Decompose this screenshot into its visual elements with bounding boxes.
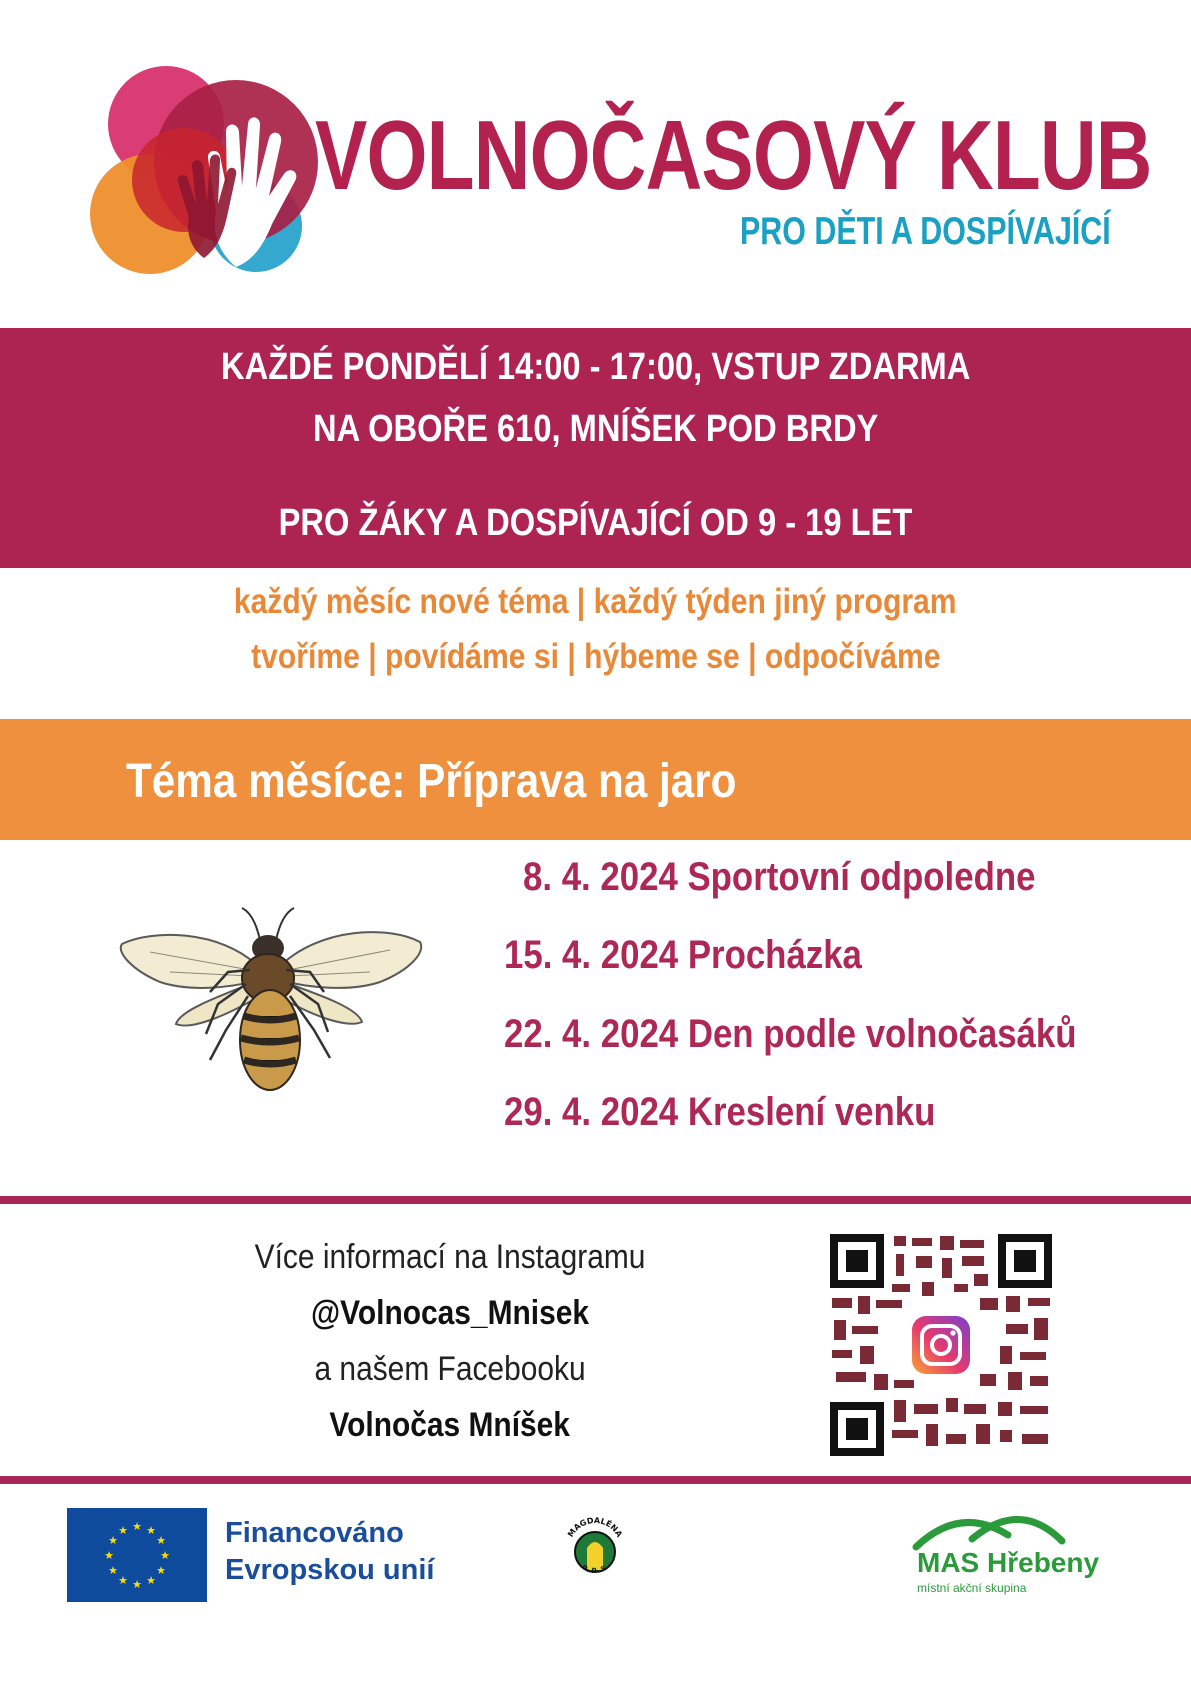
qr-code-icon[interactable] (830, 1234, 1052, 1456)
instagram-icon (908, 1312, 974, 1378)
eu-funding-line-1: Financováno (225, 1517, 404, 1549)
divider-bottom (0, 1476, 1191, 1484)
svg-text:★: ★ (108, 1534, 118, 1547)
svg-text:★: ★ (118, 1524, 128, 1537)
svg-text:★: ★ (132, 1578, 142, 1591)
tagline-line-2: tvoříme | povídáme si | hýbeme se | odpočíváme (250, 637, 941, 676)
more-info-text: Více informací na Instagramu (254, 1238, 646, 1276)
theme-of-month: Téma měsíce: Příprava na jaro (126, 755, 737, 808)
divider-top (0, 1196, 1191, 1204)
svg-text:★: ★ (146, 1574, 156, 1587)
eu-flag-icon (67, 1508, 207, 1602)
svg-text:★: ★ (146, 1524, 156, 1537)
eu-funding-text (225, 1515, 485, 1589)
schedule-item-4: 29. 4. 2024 Kreslení venku (504, 1090, 936, 1134)
svg-text:MAGDALÉNA: MAGDALÉNA (566, 1515, 624, 1539)
svg-text:o. p. s.: o. p. s. (581, 1562, 609, 1574)
facebook-text: a našem Facebooku (314, 1350, 586, 1388)
address-line: NA OBOŘE 610, MNÍŠEK POD BRDY (312, 408, 879, 450)
schedule-item-1: 8. 4. 2024 Sportovní odpoledne (523, 855, 1036, 899)
svg-text:★: ★ (160, 1549, 170, 1562)
svg-text:★: ★ (132, 1520, 142, 1533)
svg-text:★: ★ (108, 1564, 118, 1577)
tagline-line-1: každý měsíc nové téma | každý týden jiný program (234, 582, 957, 621)
schedule-item-3: 22. 4. 2024 Den podle volnočasáků (504, 1012, 1077, 1056)
schedule-item-2: 15. 4. 2024 Procházka (504, 933, 862, 977)
facebook-page-name[interactable]: Volnočas Mníšek (329, 1406, 571, 1444)
hands-logo-icon (86, 62, 326, 282)
club-subtitle: PRO DĚTI A DOSPÍVAJÍCÍ (740, 210, 1111, 253)
schedule-time-line: KAŽDÉ PONDĚLÍ 14:00 - 17:00, VSTUP ZDARMA (220, 346, 971, 388)
svg-text:★: ★ (118, 1574, 128, 1587)
club-title: VOLNOČASOVÝ KLUB (315, 100, 1152, 210)
eu-funding-line-2: Evropskou unií (225, 1554, 435, 1586)
bee-icon (110, 900, 430, 1100)
mas-hrebeny-subtitle: místní akční skupina (917, 1581, 1027, 1595)
age-group-line: PRO ŽÁKY A DOSPÍVAJÍCÍ OD 9 - 19 LET (278, 502, 913, 544)
magdalena-logo-icon (560, 1512, 630, 1588)
mas-hrebeny-name: MAS Hřebeny (917, 1547, 1100, 1578)
instagram-handle[interactable]: @Volnocas_Mnisek (310, 1294, 590, 1332)
svg-text:★: ★ (156, 1564, 166, 1577)
svg-text:★: ★ (104, 1549, 114, 1562)
svg-text:★: ★ (156, 1534, 166, 1547)
